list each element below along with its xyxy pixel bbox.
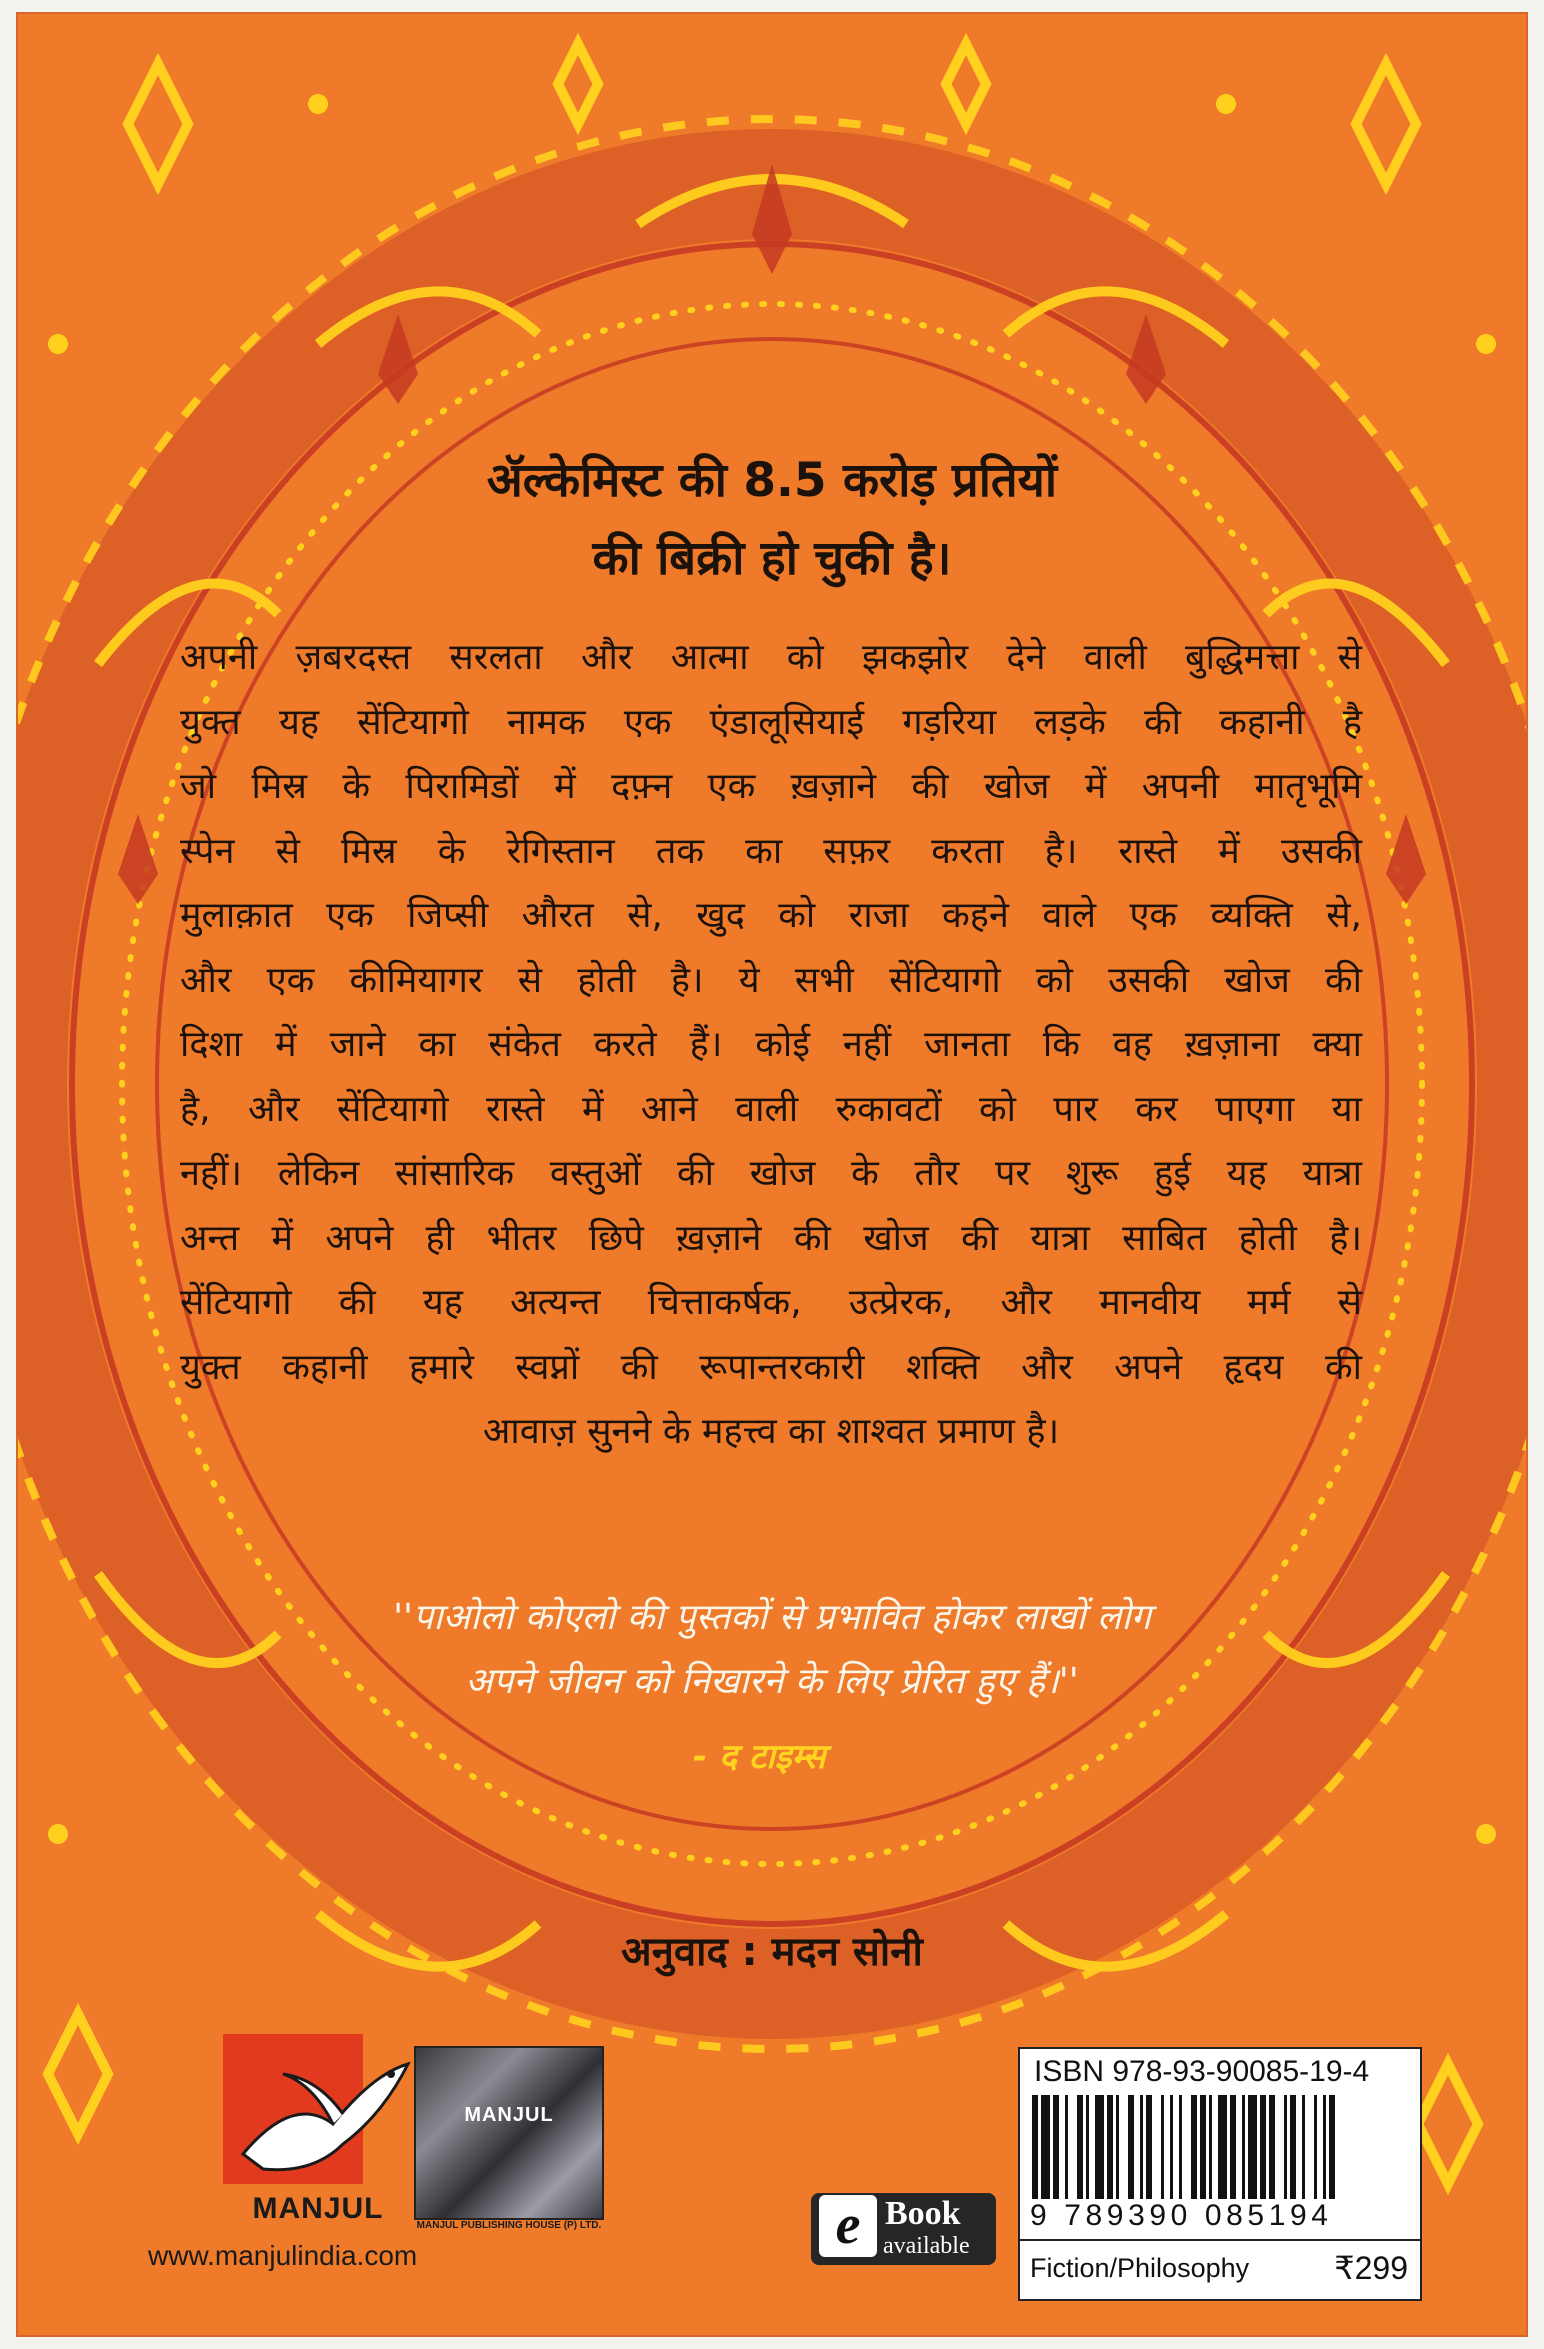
ebook-word: Book — [885, 2195, 961, 2232]
review-quote — [18, 1586, 1526, 1714]
hologram-caption: MANJUL PUBLISHING HOUSE (P) LTD. — [416, 2220, 602, 2231]
quote-line-2: अपने जीवन को निखारने के लिए प्रेरित हुए हैं।'' — [465, 1661, 1079, 1702]
hologram-label: MANJUL — [464, 2104, 554, 2126]
publisher-name: MANJUL — [252, 2192, 384, 2225]
blurb-line: युक्त कहानी हमारे स्वप्नों की रूपान्तरकारी शक्ति और अपने हृदय की — [180, 1346, 1362, 1388]
blurb-line: अन्त में अपने ही भीतर छिपे ख़ज़ाने की खोज की यात्रा साबित होती है। — [180, 1217, 1362, 1259]
ebook-status: available — [883, 2233, 970, 2259]
blurb-line: नहीं। लेकिन सांसारिक वस्तुओं की खोज के तौर पर शुरू हुई यह यात्रा — [180, 1153, 1362, 1194]
book-price: ₹299 — [1334, 2250, 1408, 2286]
book-blurb — [180, 626, 1362, 1465]
barcode-digits: 9 789390 085194 — [1030, 2199, 1333, 2232]
blurb-line: सेंटियागो की यह अत्यन्त चित्ताकर्षक, उत्प्रेरक, और मानवीय मर्म से — [180, 1282, 1362, 1323]
barcode-divider — [1020, 2239, 1420, 2241]
blurb-line: जो मिस्र के पिरामिडों में दफ़्न एक ख़ज़ाने की खोज में अपनी मातृभूमि — [180, 766, 1362, 807]
blurb-line: आवाज़ सुनने के महत्त्व का शाश्वत प्रमाण है। — [482, 1411, 1060, 1452]
security-hologram — [414, 2046, 604, 2220]
translator-credit: अनुवाद : मदन सोनी — [621, 1929, 923, 1975]
blurb-line: है, और सेंटियागो रास्ते में आने वाली रुकावटों को पार कर पाएगा या — [180, 1088, 1362, 1130]
blurb-line: अपनी ज़बरदस्त सरलता और आत्मा को झकझोर देने वाली बुद्धिमत्ता से — [180, 637, 1362, 678]
blurb-line: मुलाक़ात एक जिप्सी औरत से, खुद को राजा कहने वाले एक व्यक्ति से, — [180, 895, 1362, 936]
quote-line-1: ''पाओलो कोएलो की पुस्तकों से प्रभावित होकर लाखों लोग — [393, 1597, 1151, 1638]
headline — [18, 442, 1526, 598]
book-category: Fiction/Philosophy — [1030, 2253, 1250, 2283]
publisher-website: www.manjulindia.com — [148, 2240, 418, 2271]
blurb-line: दिशा में जाने का संकेत करते हैं। कोई नहीं जानता कि वह ख़ज़ाना क्या — [180, 1024, 1362, 1065]
blurb-line: स्पेन से मिस्र के रेगिस्तान तक का सफ़र करता है। रास्ते में उसकी — [180, 830, 1362, 872]
headline-line-1: ॲल्केमिस्ट की 8.5 करोड़ प्रतियों — [486, 453, 1058, 508]
blurb-line: और एक कीमियागर से होती है। ये सभी सेंटियागो को उसकी खोज की — [180, 959, 1362, 1001]
barcode-icon — [1032, 2095, 1408, 2199]
quote-source: - द टाइम्स — [693, 1737, 826, 1777]
headline-line-2: की बिक्री हो चुकी है। — [592, 531, 952, 586]
ebook-badge — [811, 2193, 996, 2265]
ebook-e-icon: e — [819, 2195, 877, 2257]
isbn-barcode-box — [1018, 2047, 1422, 2301]
book-back-cover — [18, 14, 1526, 2335]
blurb-line: युक्त यह सेंटियागो नामक एक एंडालूसियाई गड़रिया लड़के की कहानी है — [180, 701, 1362, 743]
isbn-number: ISBN 978-93-90085-19-4 — [1034, 2055, 1370, 2088]
